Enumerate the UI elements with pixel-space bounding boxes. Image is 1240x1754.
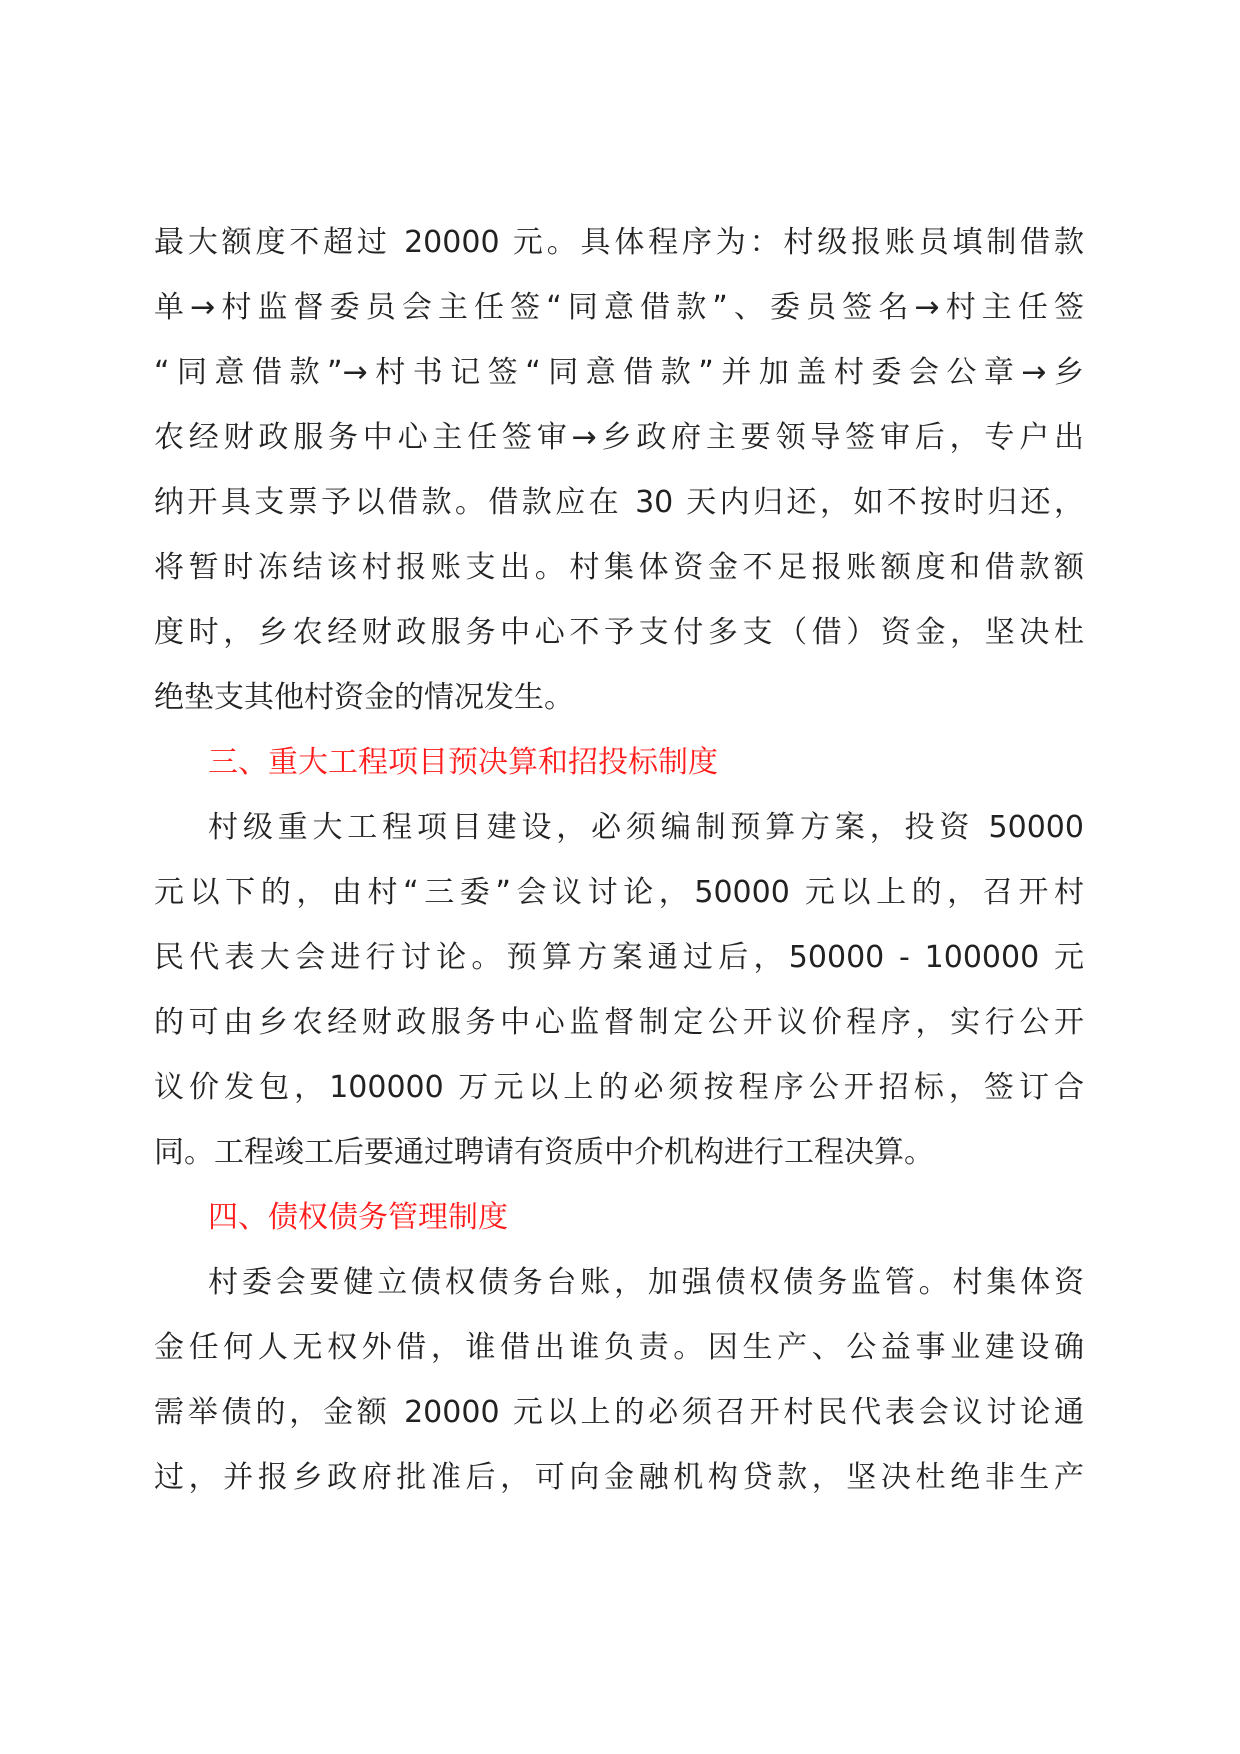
paragraph-line: 同。工程竣工后要通过聘请有资质中介机构进行工程决算。 [154,1135,934,1170]
paragraph-line: 过，并报乡政府批准后，可向金融机构贷款，坚决杜绝非生产 [154,1460,1084,1495]
paragraph-line: 度时，乡农经财政服务中心不予支付多支（借）资金，坚决杜 [154,615,1084,650]
paragraph-line: 村级重大工程项目建设，必须编制预算方案，投资 50000 [208,810,1084,845]
paragraph-line: 将暂时冻结该村报账支出。村集体资金不足报账额度和借款额 [154,550,1084,585]
section-heading: 四、债权债务管理制度 [208,1200,508,1235]
paragraph-line: 议价发包，100000 万元以上的必须按程序公开招标，签订合 [154,1070,1084,1105]
paragraph-line: 村委会要健立债权债务台账，加强债权债务监管。村集体资 [208,1265,1084,1300]
paragraph-line: 元以下的，由村“三委”会议讨论，50000 元以上的，召开村 [154,875,1084,910]
section-heading: 三、重大工程项目预决算和招投标制度 [208,745,718,780]
paragraph-line: 绝垫支其他村资金的情况发生。 [154,680,574,715]
paragraph-line: 需举债的，金额 20000 元以上的必须召开村民代表会议讨论通 [154,1395,1084,1430]
paragraph-line: 民代表大会进行讨论。预算方案通过后，50000 - 100000 元 [154,940,1084,975]
paragraph-line: 的可由乡农经财政服务中心监督制定公开议价程序，实行公开 [154,1005,1084,1040]
document-body [154,210,1084,1510]
paragraph-line: “同意借款”→村书记签“同意借款”并加盖村委会公章→乡 [154,355,1084,390]
paragraph-line: 纳开具支票予以借款。借款应在 30 天内归还，如不按时归还， [154,485,1084,520]
paragraph-line: 最大额度不超过 20000 元。具体程序为：村级报账员填制借款 [154,225,1084,260]
paragraph-line: 金任何人无权外借，谁借出谁负责。因生产、公益事业建设确 [154,1330,1084,1365]
paragraph-line: 农经财政服务中心主任签审→乡政府主要领导签审后，专户出 [154,420,1084,455]
paragraph-line: 单→村监督委员会主任签“同意借款”、委员签名→村主任签 [154,290,1084,325]
